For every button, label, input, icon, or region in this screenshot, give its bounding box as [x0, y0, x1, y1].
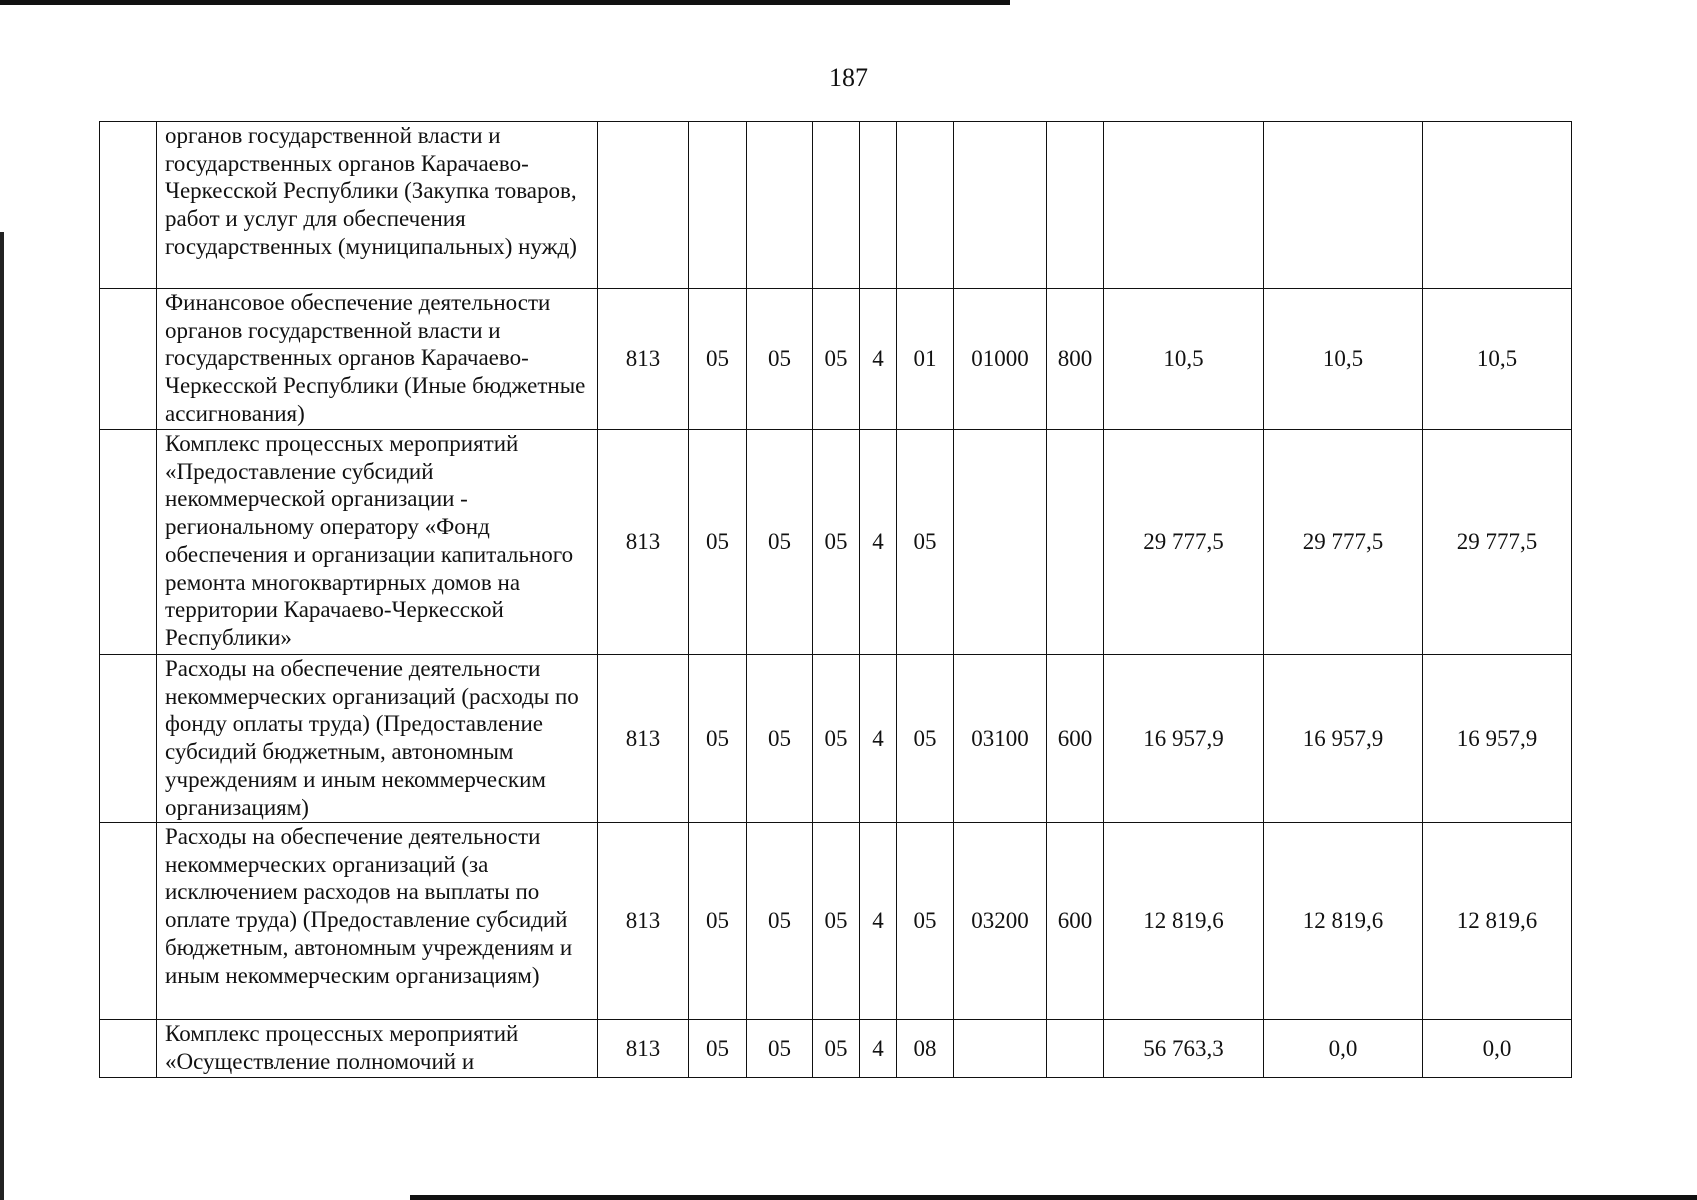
scan-edge-bottom — [410, 1195, 1697, 1200]
row-number-cell — [100, 289, 157, 430]
target-code-program: 05 — [813, 289, 860, 430]
row-number-cell — [100, 655, 157, 823]
table-row — [100, 1020, 1572, 1078]
amount-year-1: 56 763,3 — [1104, 1020, 1264, 1078]
target-code-element: 08 — [897, 1020, 954, 1078]
target-code-program: 05 — [813, 655, 860, 823]
grbs-code: 813 — [598, 430, 689, 655]
target-code-type: 4 — [860, 655, 897, 823]
amount-year-3: 29 777,5 — [1423, 430, 1572, 655]
target-code-direction: 01000 — [954, 289, 1047, 430]
table-row — [100, 289, 1572, 430]
grbs-code: 813 — [598, 289, 689, 430]
target-code-type: 4 — [860, 1020, 897, 1078]
target-code-type — [860, 122, 897, 289]
amount-year-1 — [1104, 122, 1264, 289]
section-code: 05 — [689, 1020, 747, 1078]
target-code-element: 05 — [897, 823, 954, 1020]
grbs-code: 813 — [598, 823, 689, 1020]
expense-type-code — [1047, 430, 1104, 655]
amount-year-2: 10,5 — [1264, 289, 1423, 430]
scan-edge-top — [0, 0, 1010, 5]
budget-table — [99, 121, 1572, 1078]
expense-type-code — [1047, 1020, 1104, 1078]
amount-year-2: 12 819,6 — [1264, 823, 1423, 1020]
grbs-code: 813 — [598, 655, 689, 823]
target-code-direction — [954, 1020, 1047, 1078]
amount-year-3: 16 957,9 — [1423, 655, 1572, 823]
target-code-direction: 03200 — [954, 823, 1047, 1020]
expense-name: Расходы на обеспечение деятельности некоммерческих организаций (за исключением расходов на выплаты по оплате труда) (Предоставление субсидий бюджетным, автономным учреждениям и иным некоммерческим организациям) — [157, 823, 598, 1020]
subsection-code: 05 — [747, 1020, 813, 1078]
section-code: 05 — [689, 289, 747, 430]
target-code-type: 4 — [860, 823, 897, 1020]
amount-year-3: 0,0 — [1423, 1020, 1572, 1078]
target-code-direction — [954, 122, 1047, 289]
section-code: 05 — [689, 823, 747, 1020]
target-code-program: 05 — [813, 823, 860, 1020]
target-code-program: 05 — [813, 430, 860, 655]
amount-year-2: 16 957,9 — [1264, 655, 1423, 823]
expense-name: органов государственной власти и государственных органов Карачаево-Черкесской Республики (Закупка товаров, работ и услуг для обеспечения государственных (муниципальных) нужд) — [157, 122, 598, 289]
amount-year-1: 12 819,6 — [1104, 823, 1264, 1020]
amount-year-2: 29 777,5 — [1264, 430, 1423, 655]
section-code: 05 — [689, 655, 747, 823]
grbs-code — [598, 122, 689, 289]
expense-type-code: 800 — [1047, 289, 1104, 430]
section-code — [689, 122, 747, 289]
amount-year-2 — [1264, 122, 1423, 289]
amount-year-1: 10,5 — [1104, 289, 1264, 430]
expense-name: Комплекс процессных мероприятий «Предоставление субсидий некоммерческой организации - региональному оператору «Фонд обеспечения и организации капитального ремонта многоквартирных домов на территории Карачаево-Черкесской Республики» — [157, 430, 598, 655]
scan-edge-left — [0, 232, 4, 1200]
expense-type-code: 600 — [1047, 655, 1104, 823]
row-number-cell — [100, 122, 157, 289]
amount-year-2: 0,0 — [1264, 1020, 1423, 1078]
subsection-code: 05 — [747, 823, 813, 1020]
page-number: 187 — [829, 63, 868, 92]
table-row — [100, 655, 1572, 823]
row-number-cell — [100, 823, 157, 1020]
target-code-element — [897, 122, 954, 289]
section-code: 05 — [689, 430, 747, 655]
target-code-type: 4 — [860, 430, 897, 655]
expense-type-code: 600 — [1047, 823, 1104, 1020]
subsection-code: 05 — [747, 655, 813, 823]
target-code-element: 01 — [897, 289, 954, 430]
expense-name: Комплекс процессных мероприятий «Осуществление полномочий и — [157, 1020, 598, 1078]
subsection-code: 05 — [747, 430, 813, 655]
expense-type-code — [1047, 122, 1104, 289]
table-row — [100, 430, 1572, 655]
table-row — [100, 122, 1572, 289]
row-number-cell — [100, 1020, 157, 1078]
amount-year-1: 29 777,5 — [1104, 430, 1264, 655]
amount-year-3: 10,5 — [1423, 289, 1572, 430]
target-code-direction: 03100 — [954, 655, 1047, 823]
target-code-direction — [954, 430, 1047, 655]
target-code-type: 4 — [860, 289, 897, 430]
grbs-code: 813 — [598, 1020, 689, 1078]
target-code-element: 05 — [897, 430, 954, 655]
expense-name: Расходы на обеспечение деятельности некоммерческих организаций (расходы по фонду оплаты труда) (Предоставление субсидий бюджетным, автономным учреждениям и иным некоммерческим организациям) — [157, 655, 598, 823]
target-code-element: 05 — [897, 655, 954, 823]
target-code-program — [813, 122, 860, 289]
expense-name: Финансовое обеспечение деятельности органов государственной власти и государственных органов Карачаево-Черкесской Республики (Иные бюджетные ассигнования) — [157, 289, 598, 430]
amount-year-3 — [1423, 122, 1572, 289]
row-number-cell — [100, 430, 157, 655]
subsection-code: 05 — [747, 289, 813, 430]
target-code-program: 05 — [813, 1020, 860, 1078]
table-row — [100, 823, 1572, 1020]
subsection-code — [747, 122, 813, 289]
amount-year-3: 12 819,6 — [1423, 823, 1572, 1020]
amount-year-1: 16 957,9 — [1104, 655, 1264, 823]
